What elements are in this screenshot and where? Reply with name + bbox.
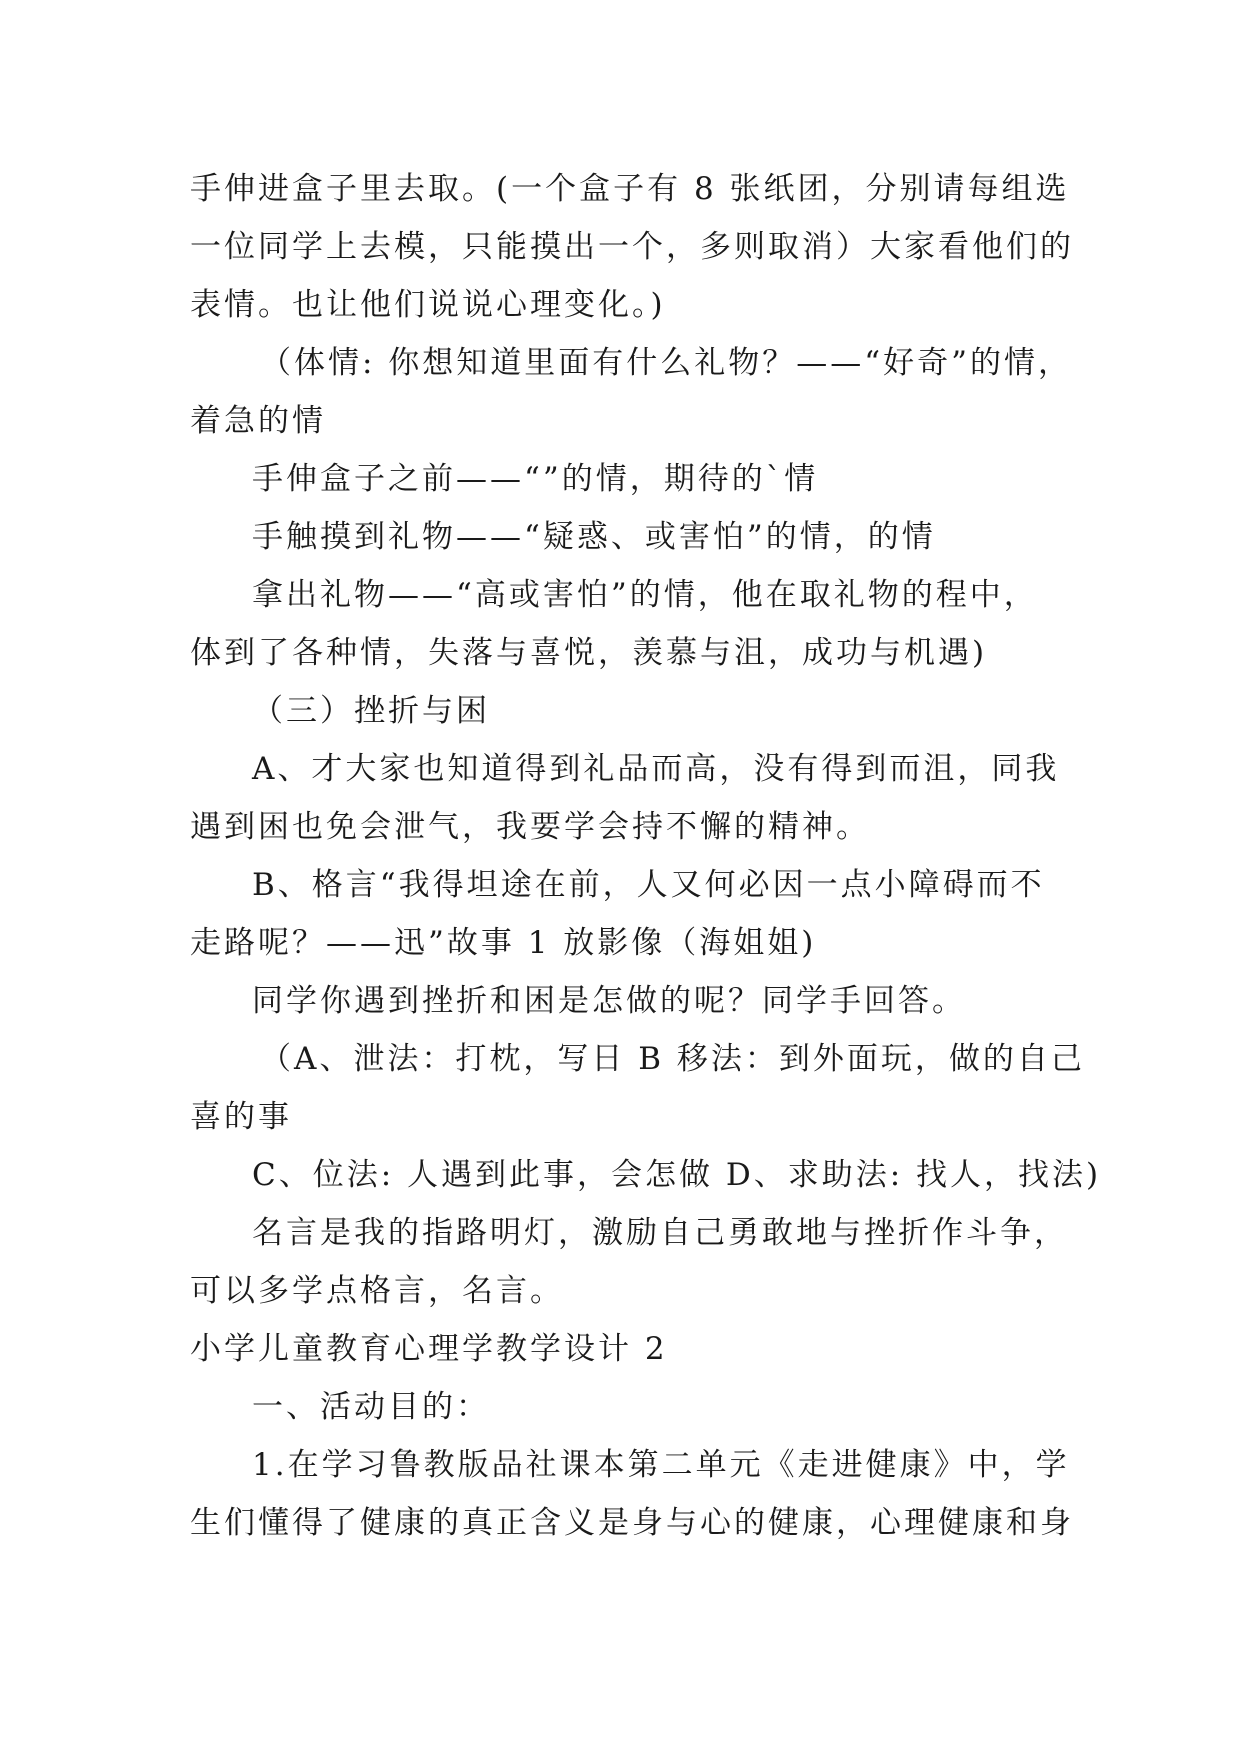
paragraph-line: 手触摸到礼物——“疑惑、或害怕”的情，的情 xyxy=(252,519,936,555)
document-body xyxy=(190,160,1102,1552)
section-heading: （三）挫折与困 xyxy=(252,693,490,729)
paragraph-line: 表情。也让他们说说心理变化。) xyxy=(190,287,666,323)
paragraph-line: 拿出礼物——“高或害怕”的情，他在取礼物的程中， xyxy=(252,577,1038,613)
paragraph-line: 同学你遇到挫折和困是怎做的呢？同学手回答。 xyxy=(252,983,966,1019)
paragraph-line: A、才大家也知道得到礼品而高，没有得到而沮，同我 xyxy=(252,751,1060,787)
section-heading: 一、活动目的： xyxy=(252,1389,490,1425)
paragraph-line: （A、泄法：打枕，写日 B 移法：到外面玩，做的自己 xyxy=(260,1041,1085,1077)
paragraph-line: 手伸盒子之前——“”的情，期待的`情 xyxy=(252,461,819,497)
paragraph-line: 生们懂得了健康的真正含义是身与心的健康，心理健康和身 xyxy=(190,1505,1074,1541)
paragraph-line: 名言是我的指路明灯，激励自己勇敢地与挫折作斗争， xyxy=(252,1215,1068,1251)
document-subtitle: 小学儿童教育心理学教学设计 2 xyxy=(190,1331,668,1367)
paragraph-line: 着急的情 xyxy=(190,403,326,439)
paragraph-line: 体到了各种情，失落与喜悦，羡慕与沮，成功与机遇) xyxy=(190,635,988,671)
paragraph-line: B、格言“我得坦途在前，人又何必因一点小障碍而不 xyxy=(252,867,1045,903)
paragraph-line: C、位法: 人遇到此事，会怎做 D、求助法: 找人，找法) xyxy=(252,1157,1102,1193)
paragraph-line: 可以多学点格言，名言。 xyxy=(190,1273,564,1309)
paragraph-line: 手伸进盒子里去取。(一个盒子有 8 张纸团，分别请每组选 xyxy=(190,171,1070,207)
paragraph-line: 1.在学习鲁教版品社课本第二单元《走进健康》中，学 xyxy=(252,1447,1070,1483)
paragraph-line: 遇到困也免会泄气，我要学会持不懈的精神。 xyxy=(190,809,870,845)
paragraph-line: 喜的事 xyxy=(190,1099,292,1135)
paragraph-line: 走路呢？——迅”故事 1 放影像（海姐姐) xyxy=(190,925,817,961)
paragraph-line: （体情: 你想知道里面有什么礼物？——“好奇”的情， xyxy=(260,345,1072,381)
paragraph-line: 一位同学上去模，只能摸出一个，多则取消）大家看他们的 xyxy=(190,229,1074,265)
